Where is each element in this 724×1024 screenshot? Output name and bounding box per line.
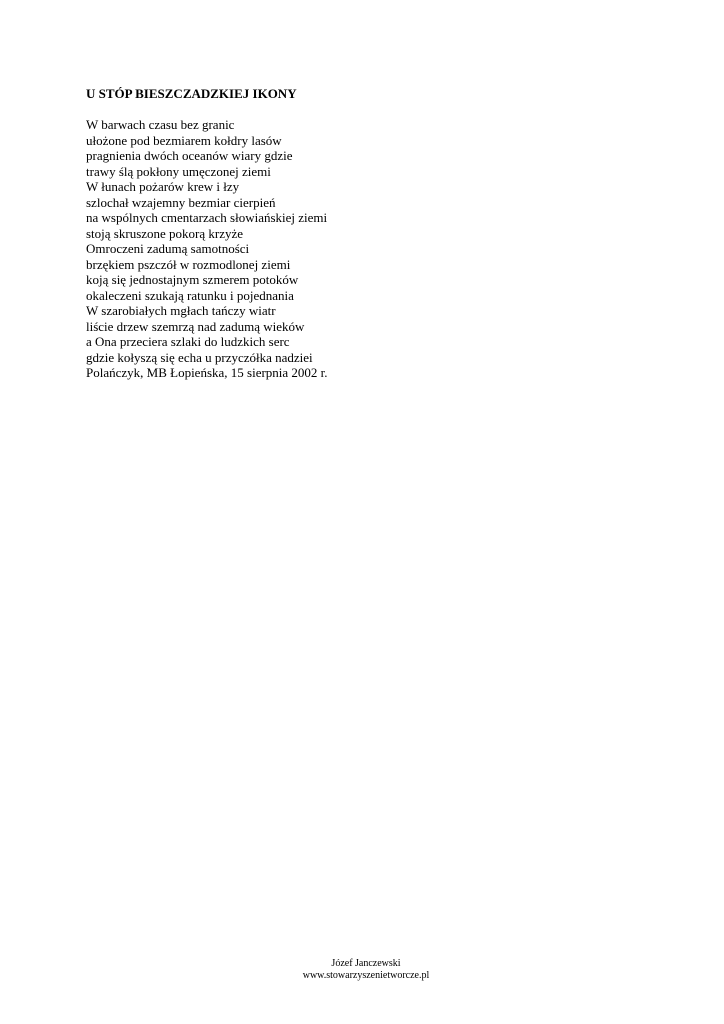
- poem-line: liście drzew szemrzą nad zadumą wieków: [86, 318, 305, 334]
- poem-body: [86, 117, 328, 381]
- poem-line: W barwach czasu bez granic: [86, 117, 235, 132]
- poem-line: pragnienia dwóch oceanów wiary gdzie: [86, 148, 293, 163]
- poem-line: gdzie kołyszą się echa u przyczółka nadziei: [86, 349, 313, 365]
- poem-line: koją się jednostajnym szmerem potoków: [86, 272, 299, 287]
- poem-line: Omroczeni zadumą samotności: [86, 241, 250, 256]
- poem-line: W szarobiałych mgłach tańczy wiatr: [86, 303, 276, 318]
- footer-author: Józef Janczewski: [331, 958, 401, 969]
- poem-line: ułożone pod bezmiarem kołdry lasów: [86, 132, 282, 148]
- poem-line: na wspólnych cmentarzach słowiańskiej ziemi: [86, 210, 328, 225]
- poem-date-place: Polańczyk, MB Łopieńska, 15 sierpnia 2002 r.: [86, 365, 328, 380]
- poem-line: a Ona przeciera szlaki do ludzkich serc: [86, 334, 290, 349]
- poem-line: stoją skruszone pokorą krzyże: [86, 225, 244, 241]
- poem-line: szlochał wzajemny bezmiar cierpień: [86, 194, 276, 210]
- footer-website: www.stowarzyszenietworcze.pl: [302, 970, 430, 981]
- poem-line: brzękiem pszczół w rozmodlonej ziemi: [86, 256, 291, 272]
- page-footer: [0, 958, 724, 982]
- poem-line: okaleczeni szukają ratunku i pojednania: [86, 287, 294, 303]
- poem-line: trawy ślą pokłony umęczonej ziemi: [86, 163, 271, 179]
- poem-line: W łunach pożarów krew i łzy: [86, 179, 240, 194]
- poem-title: U STÓP BIESZCZADZKIEJ IKONY: [86, 86, 297, 101]
